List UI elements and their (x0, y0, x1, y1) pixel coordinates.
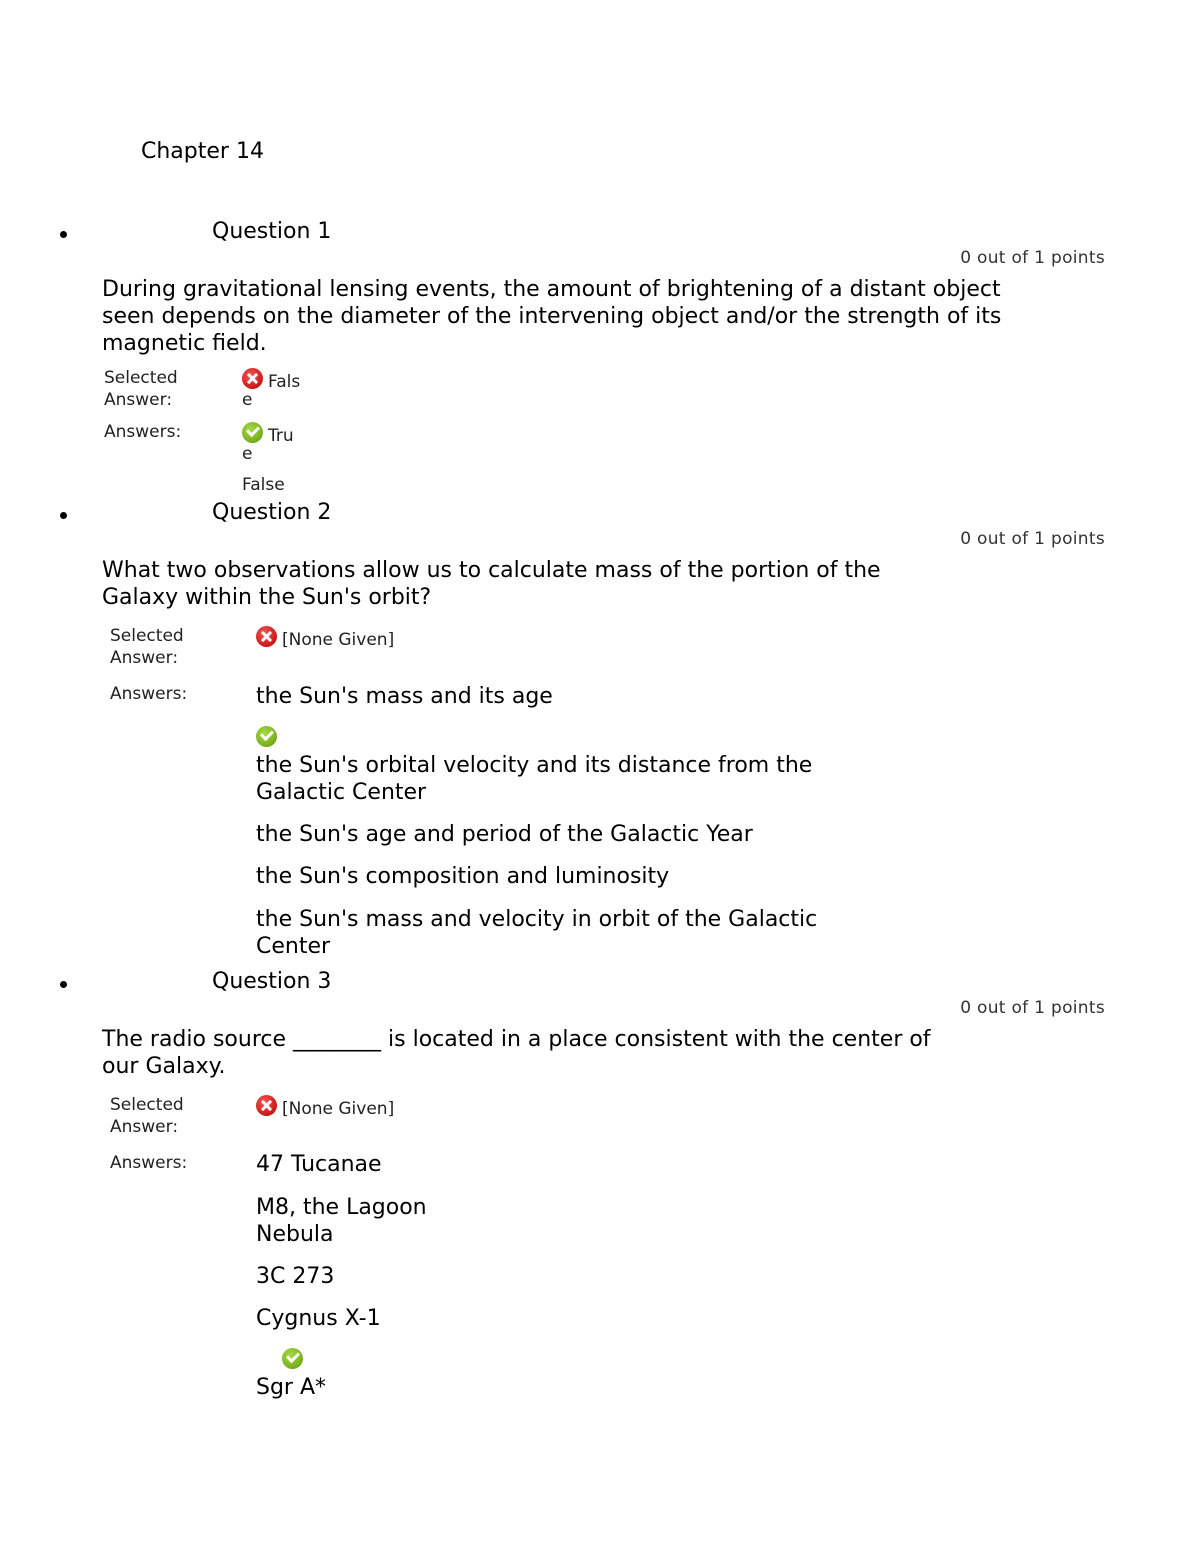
question-2-answer-4: the Sun's composition and luminosity (256, 864, 670, 889)
question-1-answer-false: False (242, 475, 285, 495)
question-2-selected-answer: [None Given] (256, 626, 394, 648)
question-3-selected-label: Selected Answer: (110, 1095, 184, 1137)
question-3-answer-5: Sgr A* (256, 1375, 327, 1400)
check-circle-icon (256, 726, 277, 747)
question-3-text: The radio source ________ is located in a place consistent with the center of our Galaxy. (102, 1027, 931, 1079)
question-3-answer-2: M8, the Lagoon Nebula (256, 1195, 427, 1247)
check-circle-icon (282, 1348, 303, 1369)
question-2-bullet (60, 512, 67, 519)
question-2-answer-3: the Sun's age and period of the Galactic Year (256, 822, 753, 847)
question-1-points: 0 out of 1 points (960, 248, 1105, 268)
question-1-answers-label: Answers: (104, 422, 182, 442)
question-2-points: 0 out of 1 points (960, 529, 1105, 549)
x-circle-icon (256, 626, 277, 647)
question-2-answer-1: the Sun's mass and its age (256, 684, 553, 709)
x-circle-icon (256, 1095, 277, 1116)
question-1-title: Question 1 (212, 219, 332, 244)
question-3-answer-3: 3C 273 (256, 1264, 335, 1289)
question-3-title: Question 3 (212, 969, 332, 994)
question-2-selected-label: Selected Answer: (110, 626, 184, 668)
question-3-selected-answer: [None Given] (256, 1095, 394, 1117)
question-2-answer-5: the Sun's mass and velocity in orbit of the Galactic Center (256, 907, 818, 959)
question-1-text: During gravitational lensing events, the amount of brightening of a distant object seen depends on the diameter of the intervening object and/or the strength of its magnetic field. (102, 277, 1002, 356)
question-3-points: 0 out of 1 points (960, 998, 1105, 1018)
chapter-title: Chapter 14 (141, 139, 264, 164)
x-circle-icon (242, 368, 263, 389)
question-3-bullet (60, 981, 67, 988)
question-3-answer-1: 47 Tucanae (256, 1152, 382, 1177)
question-2-title: Question 2 (212, 500, 332, 525)
question-3-answer-4: Cygnus X-1 (256, 1306, 381, 1331)
question-3-answers-label: Answers: (110, 1153, 188, 1173)
question-1-bullet (60, 231, 67, 238)
question-1-selected-label: Selected Answer: (104, 368, 178, 410)
question-1-selected-answer: Fals e (242, 368, 300, 411)
question-2-answer-2: the Sun's orbital velocity and its distance from the Galactic Center (256, 753, 813, 805)
question-2-answers-label: Answers: (110, 684, 188, 704)
question-1-answer-true: Tru e (242, 422, 294, 465)
check-circle-icon (242, 422, 263, 443)
question-2-text: What two observations allow us to calculate mass of the portion of the Galaxy within the Sun's orbit? (102, 558, 881, 610)
